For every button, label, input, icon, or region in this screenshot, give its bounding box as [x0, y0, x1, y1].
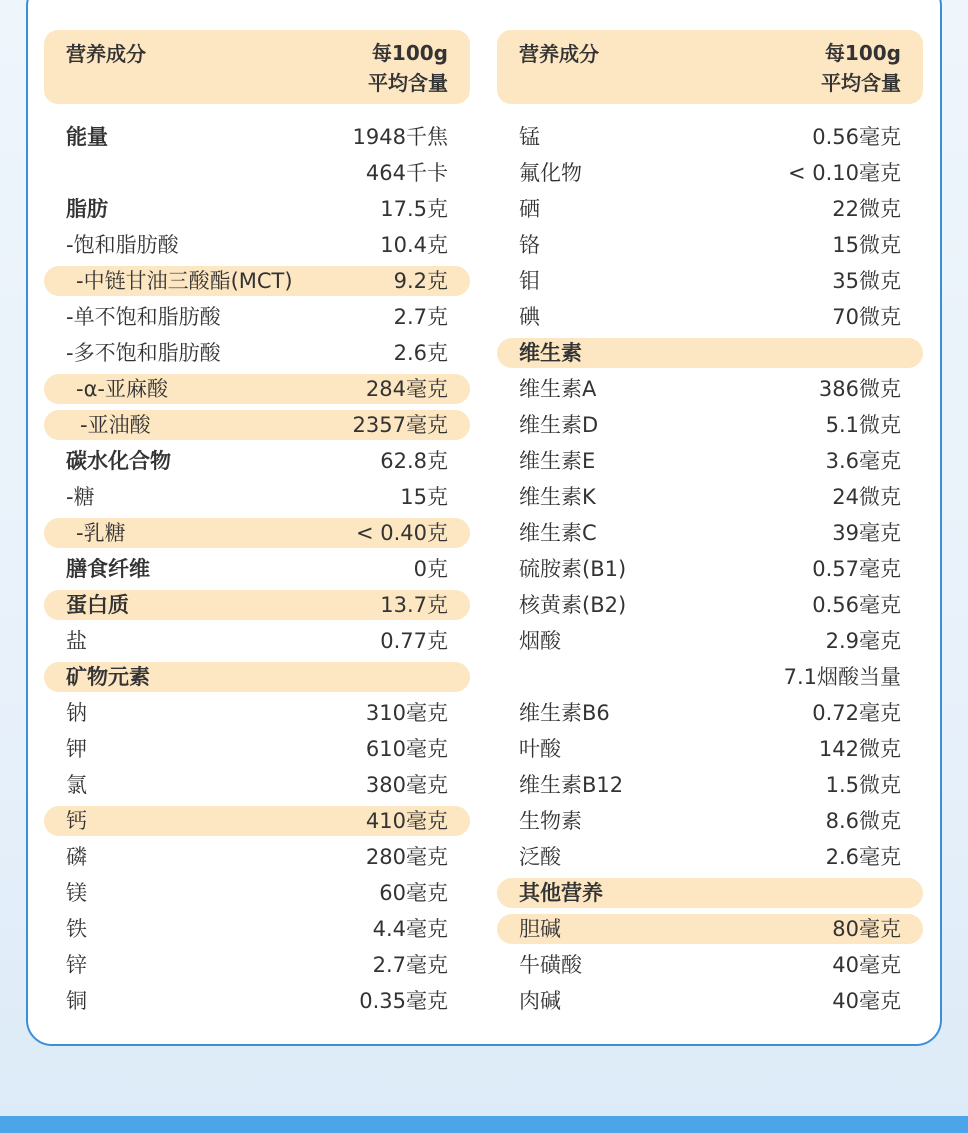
nutrient-row	[497, 158, 923, 188]
nutrient-value: 142微克	[818, 737, 901, 761]
nutrient-row	[44, 698, 470, 728]
header-avg-label: 平均含量	[821, 71, 901, 95]
nutrient-row	[44, 338, 470, 368]
nutrient-name: 铁	[66, 917, 87, 941]
nutrient-row	[497, 518, 923, 548]
nutrient-name: -糖	[66, 485, 95, 509]
header-avg-label: 平均含量	[368, 71, 448, 95]
nutrition-rows-left	[44, 122, 470, 1016]
nutrient-name: -亚油酸	[80, 413, 151, 437]
nutrient-value: 70微克	[832, 305, 901, 329]
nutrient-name: -多不饱和脂肪酸	[66, 341, 221, 365]
nutrient-value: 60毫克	[379, 881, 448, 905]
nutrient-value: 8.6微克	[825, 809, 901, 833]
nutrient-name: 膳食纤维	[66, 557, 150, 581]
nutrient-value: 15微克	[832, 233, 901, 257]
nutrient-row	[44, 158, 470, 188]
nutrient-row	[44, 374, 470, 404]
nutrient-value: 9.2克	[393, 269, 448, 293]
nutrient-row	[44, 194, 470, 224]
nutrient-value: 40毫克	[832, 989, 901, 1013]
nutrient-name: 能量	[66, 125, 108, 149]
nutrient-name: 胆碱	[519, 917, 561, 941]
header-value-label	[821, 38, 901, 98]
nutrient-name: 维生素K	[519, 485, 596, 509]
nutrition-rows-right	[497, 122, 923, 1016]
nutrient-row	[44, 986, 470, 1016]
nutrient-value: 1948千焦	[352, 125, 448, 149]
nutrient-value: 0.57毫克	[812, 557, 901, 581]
nutrient-value: 24微克	[832, 485, 901, 509]
nutrient-value: 7.1烟酸当量	[783, 665, 901, 689]
nutrient-name: 镁	[66, 881, 87, 905]
nutrient-name: 维生素D	[519, 413, 599, 437]
nutrient-value: 610毫克	[365, 737, 448, 761]
header-per-label: 每100g	[371, 41, 448, 65]
nutrient-value: 4.4毫克	[372, 917, 448, 941]
nutrient-row	[44, 590, 470, 620]
nutrient-row	[44, 482, 470, 512]
nutrient-name: 锌	[66, 953, 87, 977]
nutrient-row	[44, 914, 470, 944]
nutrient-row	[44, 446, 470, 476]
nutrient-name: -α-亚麻酸	[76, 377, 168, 401]
nutrient-row	[497, 410, 923, 440]
nutrient-value: 5.1微克	[825, 413, 901, 437]
nutrient-value: 35微克	[832, 269, 901, 293]
nutrient-row	[497, 734, 923, 764]
nutrient-row	[497, 446, 923, 476]
nutrient-name: 牛磺酸	[519, 953, 582, 977]
header-name-label: 营养成分	[519, 42, 599, 66]
nutrient-name: 钾	[66, 737, 87, 761]
nutrient-row	[497, 230, 923, 260]
nutrient-name: 维生素E	[519, 449, 596, 473]
nutrient-value: 0.56毫克	[812, 593, 901, 617]
nutrient-value: 386微克	[818, 377, 901, 401]
nutrient-name: 生物素	[519, 809, 582, 833]
column-header	[44, 30, 470, 104]
nutrient-row	[44, 554, 470, 584]
column-header	[497, 30, 923, 104]
nutrient-name: 钙	[66, 809, 87, 833]
nutrient-name: 钼	[519, 269, 540, 293]
nutrient-value: 62.8克	[380, 449, 448, 473]
nutrient-row	[497, 698, 923, 728]
nutrient-row	[497, 662, 923, 692]
nutrient-value: 1.5微克	[825, 773, 901, 797]
nutrient-value: 410毫克	[365, 809, 448, 833]
header-value-label	[368, 38, 448, 98]
nutrient-name: 钠	[66, 701, 87, 725]
nutrient-value: 0.35毫克	[359, 989, 448, 1013]
nutrient-value: < 0.10毫克	[787, 161, 901, 185]
header-name-label: 营养成分	[66, 42, 146, 66]
nutrient-row	[497, 302, 923, 332]
nutrient-value: 15克	[400, 485, 448, 509]
nutrient-name: 核黄素(B2)	[519, 593, 627, 617]
nutrient-row	[497, 986, 923, 1016]
nutrient-value: 0.77克	[380, 629, 448, 653]
nutrient-row	[44, 518, 470, 548]
nutrient-value: 2357毫克	[352, 413, 448, 437]
nutrient-value: 380毫克	[365, 773, 448, 797]
nutrient-row	[44, 302, 470, 332]
nutrient-name: 肉碱	[519, 989, 561, 1013]
nutrient-name: 泛酸	[519, 845, 561, 869]
nutrient-row	[497, 914, 923, 944]
nutrient-value: 22微克	[832, 197, 901, 221]
nutrient-name: 维生素C	[519, 521, 597, 545]
nutrient-value: 39毫克	[832, 521, 901, 545]
nutrient-row	[44, 410, 470, 440]
nutrient-value: 17.5克	[380, 197, 448, 221]
nutrient-value: 2.7毫克	[372, 953, 448, 977]
nutrient-value: 284毫克	[365, 377, 448, 401]
nutrient-name: 维生素	[519, 341, 582, 365]
nutrient-row	[44, 734, 470, 764]
nutrition-column-left	[44, 30, 470, 1022]
nutrient-row	[44, 662, 470, 692]
nutrient-row	[497, 842, 923, 872]
nutrient-row	[497, 374, 923, 404]
nutrient-row	[497, 266, 923, 296]
nutrient-name: 脂肪	[66, 197, 108, 221]
nutrient-name: 维生素B12	[519, 773, 624, 797]
nutrient-row	[497, 878, 923, 908]
nutrient-row	[44, 122, 470, 152]
nutrient-value: 464千卡	[365, 161, 448, 185]
nutrient-name: -中链甘油三酸酯(MCT)	[76, 269, 293, 293]
nutrient-name: 磷	[66, 845, 87, 869]
nutrient-row	[44, 770, 470, 800]
nutrient-name: 氯	[66, 773, 87, 797]
nutrient-name: -饱和脂肪酸	[66, 233, 179, 257]
nutrient-row	[497, 338, 923, 368]
nutrient-value: 280毫克	[365, 845, 448, 869]
nutrient-name: 硫胺素(B1)	[519, 557, 627, 581]
nutrient-row	[44, 806, 470, 836]
nutrient-row	[44, 230, 470, 260]
nutrient-row	[44, 842, 470, 872]
nutrient-name: 其他营养	[519, 881, 603, 905]
nutrient-name: 维生素B6	[519, 701, 610, 725]
nutrient-name: -单不饱和脂肪酸	[66, 305, 221, 329]
nutrient-row	[497, 482, 923, 512]
nutrient-value: 0.72毫克	[812, 701, 901, 725]
nutrient-row	[497, 122, 923, 152]
nutrient-value: 10.4克	[380, 233, 448, 257]
nutrient-name: 蛋白质	[66, 593, 129, 617]
bottom-bar	[0, 1116, 968, 1133]
nutrient-row	[497, 194, 923, 224]
nutrient-row	[497, 770, 923, 800]
nutrient-value: 2.6毫克	[825, 845, 901, 869]
nutrient-name: 碘	[519, 305, 540, 329]
nutrient-value: 2.7克	[393, 305, 448, 329]
nutrient-row	[497, 554, 923, 584]
nutrient-name: 盐	[66, 629, 87, 653]
nutrient-name: 碳水化合物	[66, 449, 171, 473]
nutrient-value: < 0.40克	[355, 521, 448, 545]
nutrient-value: 0.56毫克	[812, 125, 901, 149]
nutrient-value: 2.6克	[393, 341, 448, 365]
nutrient-value: 0克	[413, 557, 448, 581]
header-per-label: 每100g	[824, 41, 901, 65]
nutrient-row	[497, 950, 923, 980]
nutrient-name: -乳糖	[76, 521, 126, 545]
nutrient-name: 铬	[519, 233, 540, 257]
nutrient-name: 维生素A	[519, 377, 597, 401]
nutrient-name: 铜	[66, 989, 87, 1013]
nutrient-value: 2.9毫克	[825, 629, 901, 653]
nutrient-name: 矿物元素	[66, 665, 150, 689]
nutrition-column-right	[497, 30, 923, 1022]
nutrient-name: 叶酸	[519, 737, 561, 761]
nutrient-row	[497, 626, 923, 656]
nutrient-name: 氟化物	[519, 161, 582, 185]
nutrient-name: 硒	[519, 197, 540, 221]
nutrient-row	[497, 590, 923, 620]
nutrient-value: 40毫克	[832, 953, 901, 977]
nutrient-value: 310毫克	[365, 701, 448, 725]
nutrient-name: 烟酸	[519, 629, 561, 653]
nutrient-value: 13.7克	[380, 593, 448, 617]
nutrient-value: 80毫克	[832, 917, 901, 941]
nutrient-value: 3.6毫克	[825, 449, 901, 473]
nutrient-row	[497, 806, 923, 836]
nutrient-name: 锰	[519, 125, 540, 149]
nutrient-row	[44, 266, 470, 296]
nutrient-row	[44, 950, 470, 980]
nutrient-row	[44, 878, 470, 908]
nutrient-row	[44, 626, 470, 656]
